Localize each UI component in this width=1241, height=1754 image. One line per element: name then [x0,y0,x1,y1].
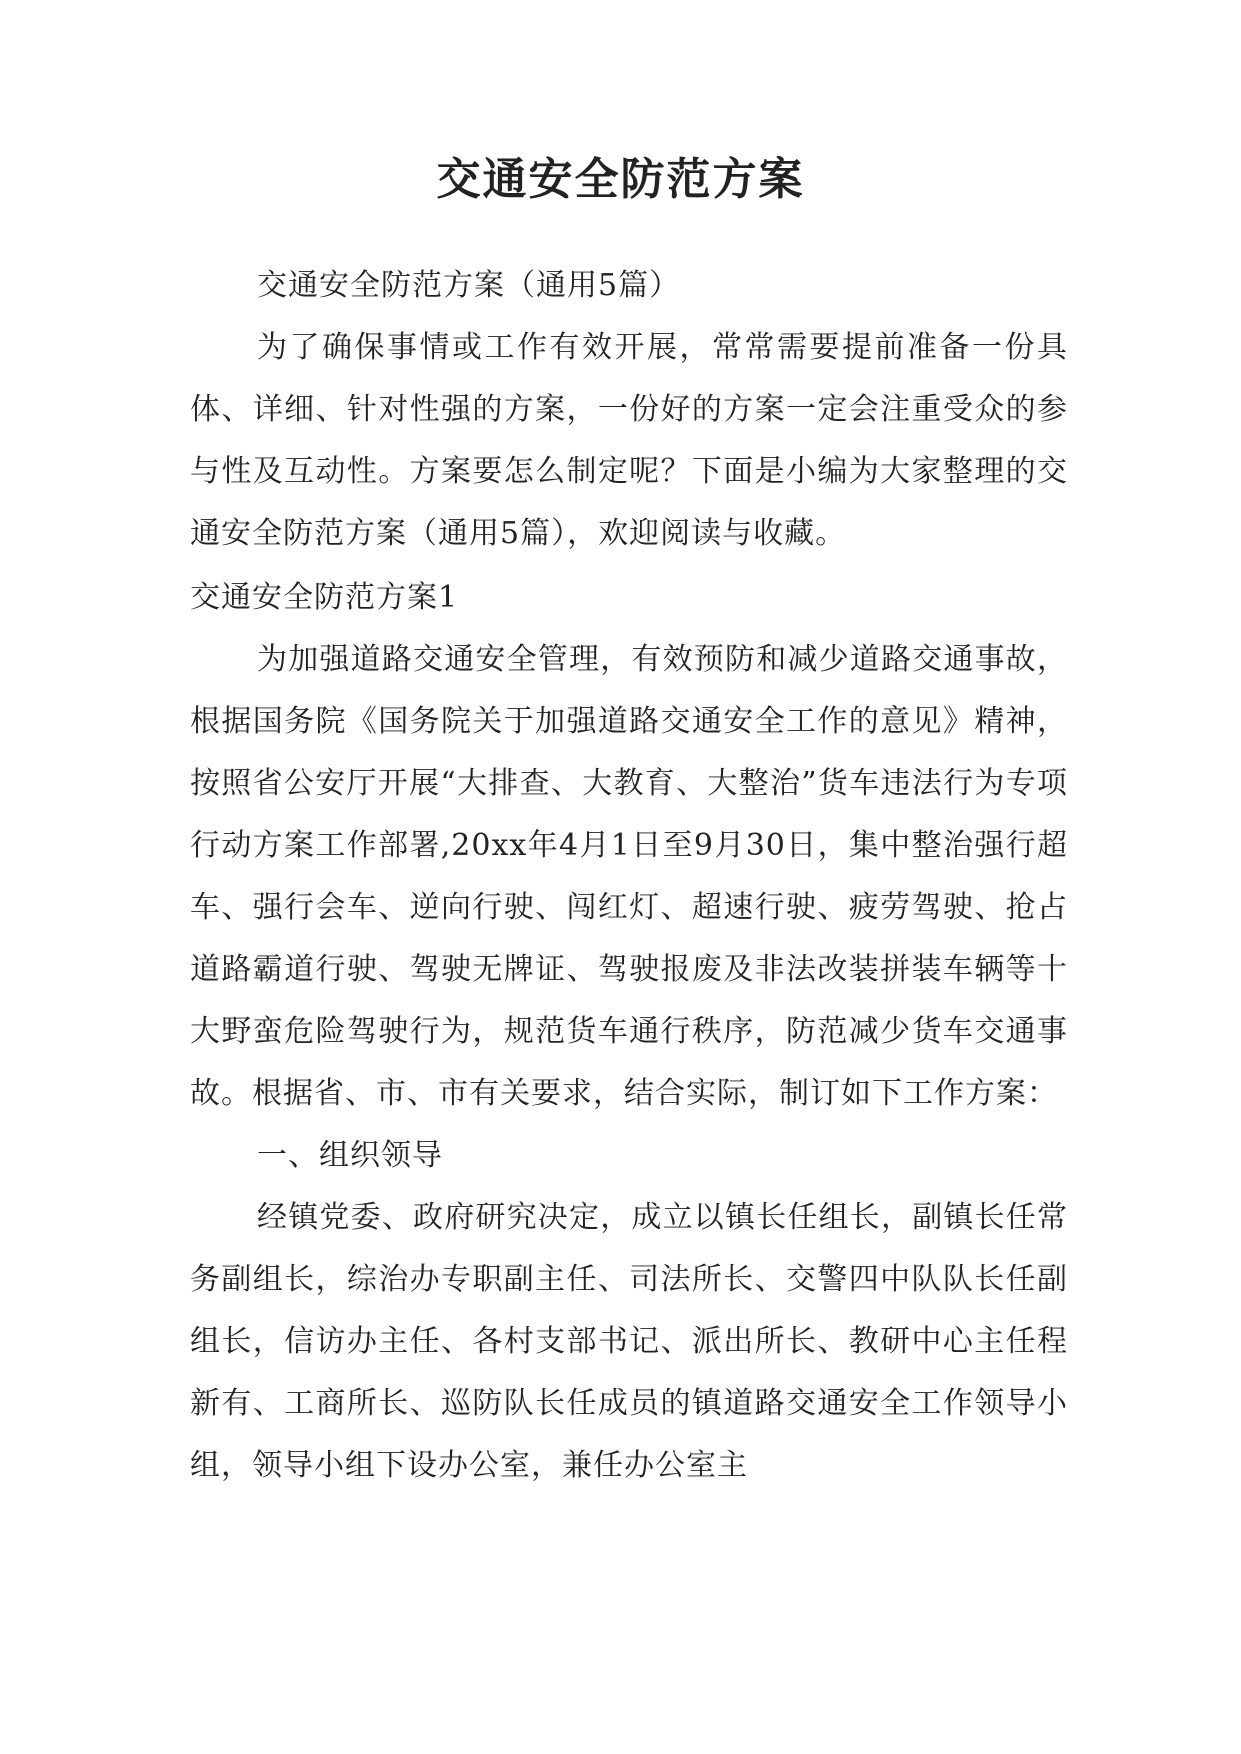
section-1-paragraph: 为加强道路交通安全管理，有效预防和减少道路交通事故，根据国务院《国务院关于加强道路交通安全工作的意见》精神，按照省公安厅开展“大排查、大教育、大整治”货车违法行为专项行动方案工作部署,20xx年4月1日至9月30日，集中整治强行超车、强行会车、逆向行驶、闯红灯、超速行驶、疲劳驾驶、抢占道路霸道行驶、驾驶无牌证、驾驶报废及非法改装拼装车辆等十大野蛮危险驾驶行为，规范货车通行秩序，防范减少货车交通事故。根据省、市、市有关要求，结合实际，制订如下工作方案： [190,642,1068,1111]
intro-paragraph: 为了确保事情或工作有效开展，常常需要提前准备一份具体、详细、针对性强的方案，一份好的方案一定会注重受众的参与性及互动性。方案要怎么制定呢？下面是小编为大家整理的交通安全防范方案（通用5篇），欢迎阅读与收藏。 [190,330,1068,551]
section-1-heading: 交通安全防范方案1 [190,580,459,615]
document-title: 交通安全防范方案 [436,154,805,205]
document-subtitle: 交通安全防范方案（通用5篇） [257,268,681,303]
section-1-paragraph-2: 经镇党委、政府研究决定，成立以镇长任组长，副镇长任常务副组长，综治办专职副主任、司法所长、交警四中队队长任副组长，信访办主任、各村支部书记、派出所长、教研中心主任程新有、工商所长、巡防队长任成员的镇道路交通安全工作领导小组，领导小组下设办公室，兼任办公室主 [190,1200,1068,1483]
section-1 [190,567,1068,1497]
intro-block [190,255,1068,565]
section-1-subheading: 一、组织领导 [257,1138,443,1173]
